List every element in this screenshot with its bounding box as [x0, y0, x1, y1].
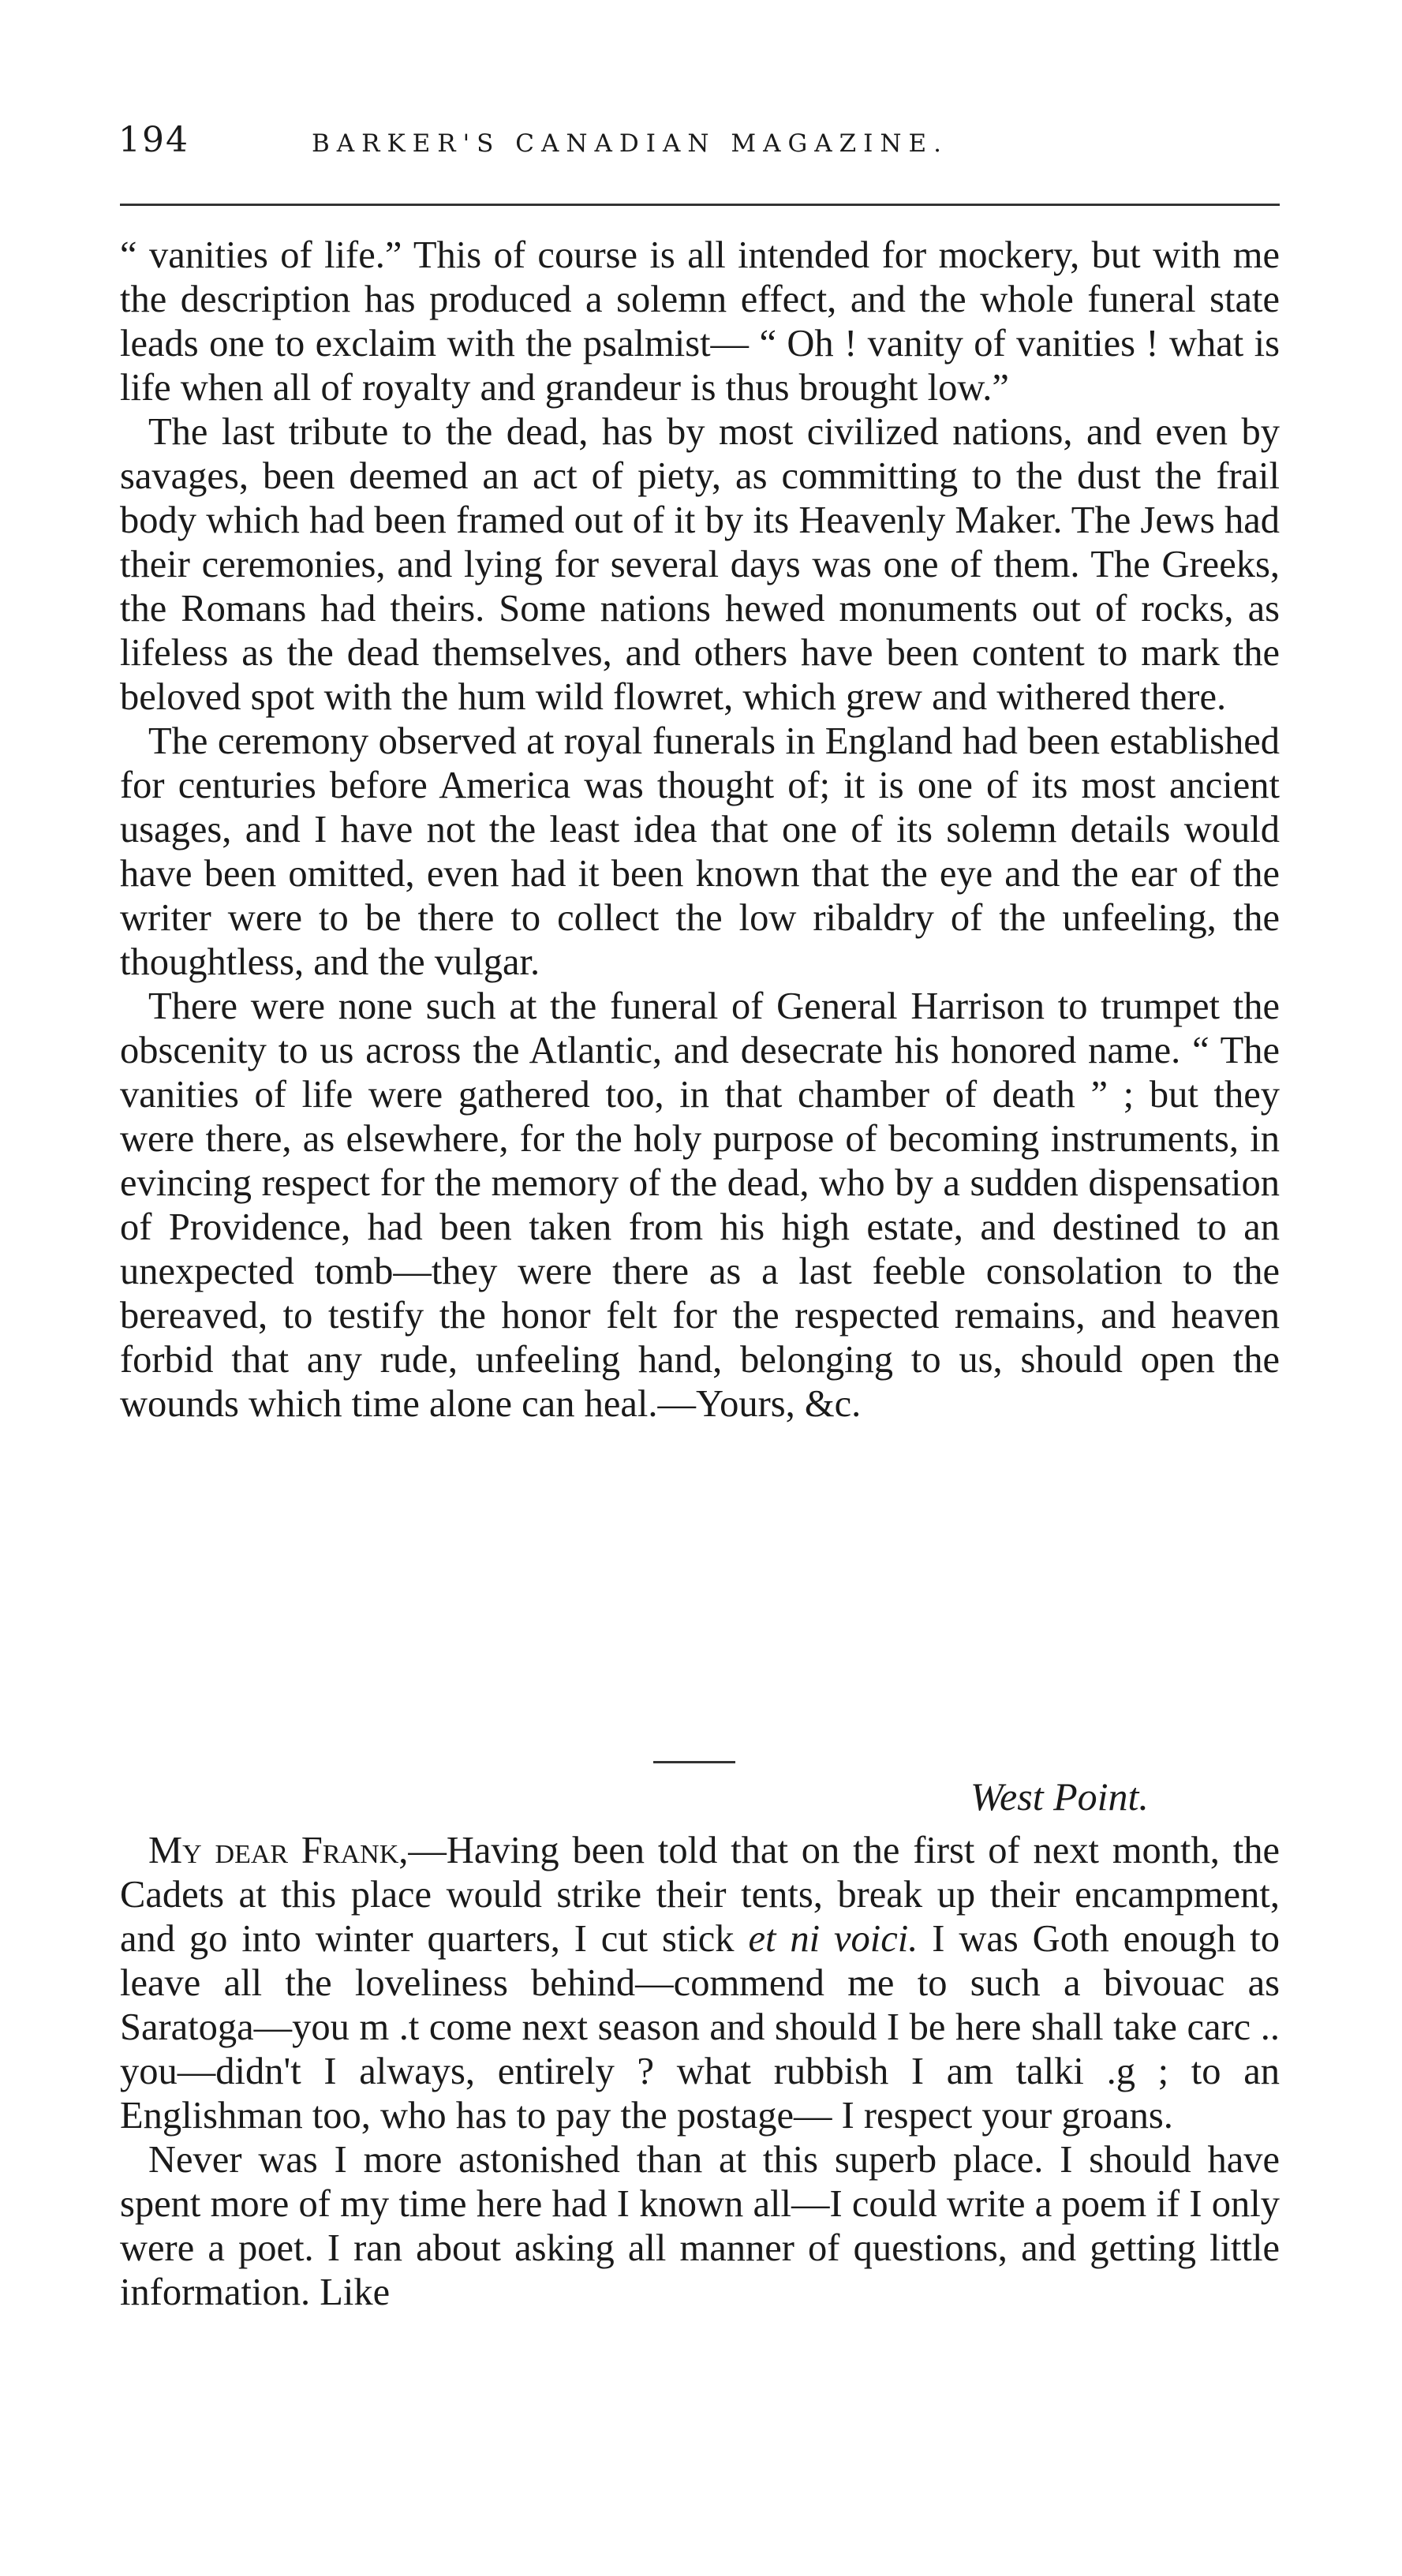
letter-paragraph-2: Never was I more astonished than at this superb place. I should have spent more of my time here had I known all—I could write a poem if I only were a poet. I ran about asking all manner of questions, and getting little information. Like — [120, 2139, 1280, 2313]
header-rule — [120, 204, 1280, 206]
letter-body — [120, 1829, 1280, 2315]
letter-italic-phrase: et ni voici. — [748, 1918, 918, 1960]
running-head — [118, 120, 1286, 167]
paragraph-3: The ceremony observed at royal funerals in England had been established for centuries before America was thought of; it is one of its most ancient usages, and I have not the least idea that one of its solemn details would have been omitted, even had it been known that the eye and the ear of the writer were to be there to collect the low ribaldry of the unfeeling, the thoughtless, and the vulgar. — [120, 720, 1280, 983]
letter-text-b: I was Goth enough to leave all the loveliness behind—commend me to such a bivouac as Saratoga—you m .t come next season and should I be here shall take carc .. you—didn't I always, entirely ? what rubbish I am talki .g ; to an Englishman too, who has to pay the postage— I respect your groans. — [120, 1918, 1280, 2137]
letter-salutation: My dear Frank, — [148, 1830, 409, 1871]
letter-paragraph-1 — [120, 1829, 1280, 2138]
paragraph-4: There were none such at the funeral of General Harrison to trumpet the obscenity to us across the Atlantic, and desecrate his honored name. “ The vanities of life were gathered too, in that chamber of death ” ; but they were there, as elsewhere, for the holy purpose of becoming instruments, in evincing respect for the memory of the dead, who by a sudden dispensation of Providence, had been taken from his high estate, and destined to an unexpected tomb—they were there as a last feeble consolation to the bereaved, to testify the honor felt for the respected remains, and heaven forbid that any rude, unfeeling hand, belonging to us, should open the wounds which time alone can heal.—Yours, &c. — [120, 985, 1280, 1425]
section-divider — [653, 1761, 735, 1763]
page-number: 194 — [118, 120, 189, 160]
journal-title: BARKER'S CANADIAN MAGAZINE. — [312, 129, 949, 158]
paragraph-2: The last tribute to the dead, has by most civilized nations, and even by savages, been deemed an act of piety, as committing to the dust the frail body which had been framed out of it by its Heavenly Maker. The Jews had their ceremonies, and lying for several days was one of them. The Greeks, the Romans had theirs. Some nations hewed monuments out of rocks, as lifeless as the dead themselves, and others have been content to mark the beloved spot with the hum wild flowret, which grew and withered there. — [120, 411, 1280, 718]
article-body — [120, 234, 1280, 1426]
paragraph-1: “ vanities of life.” This of course is all intended for mockery, but with me the description has produced a solemn effect, and the whole funeral state leads one to exclaim with the psalmist— “ Oh ! vanity of vanities ! what is life when all of royalty and grandeur is thus brought low.” — [120, 234, 1280, 409]
letter-dateline: West Point. — [970, 1774, 1149, 1819]
letter-text-a: —Having been told that on the first of next month, the Cadets at this place would strike their tents, break up their encampment, and go into winter quarters, I cut stick — [120, 1830, 1280, 1960]
